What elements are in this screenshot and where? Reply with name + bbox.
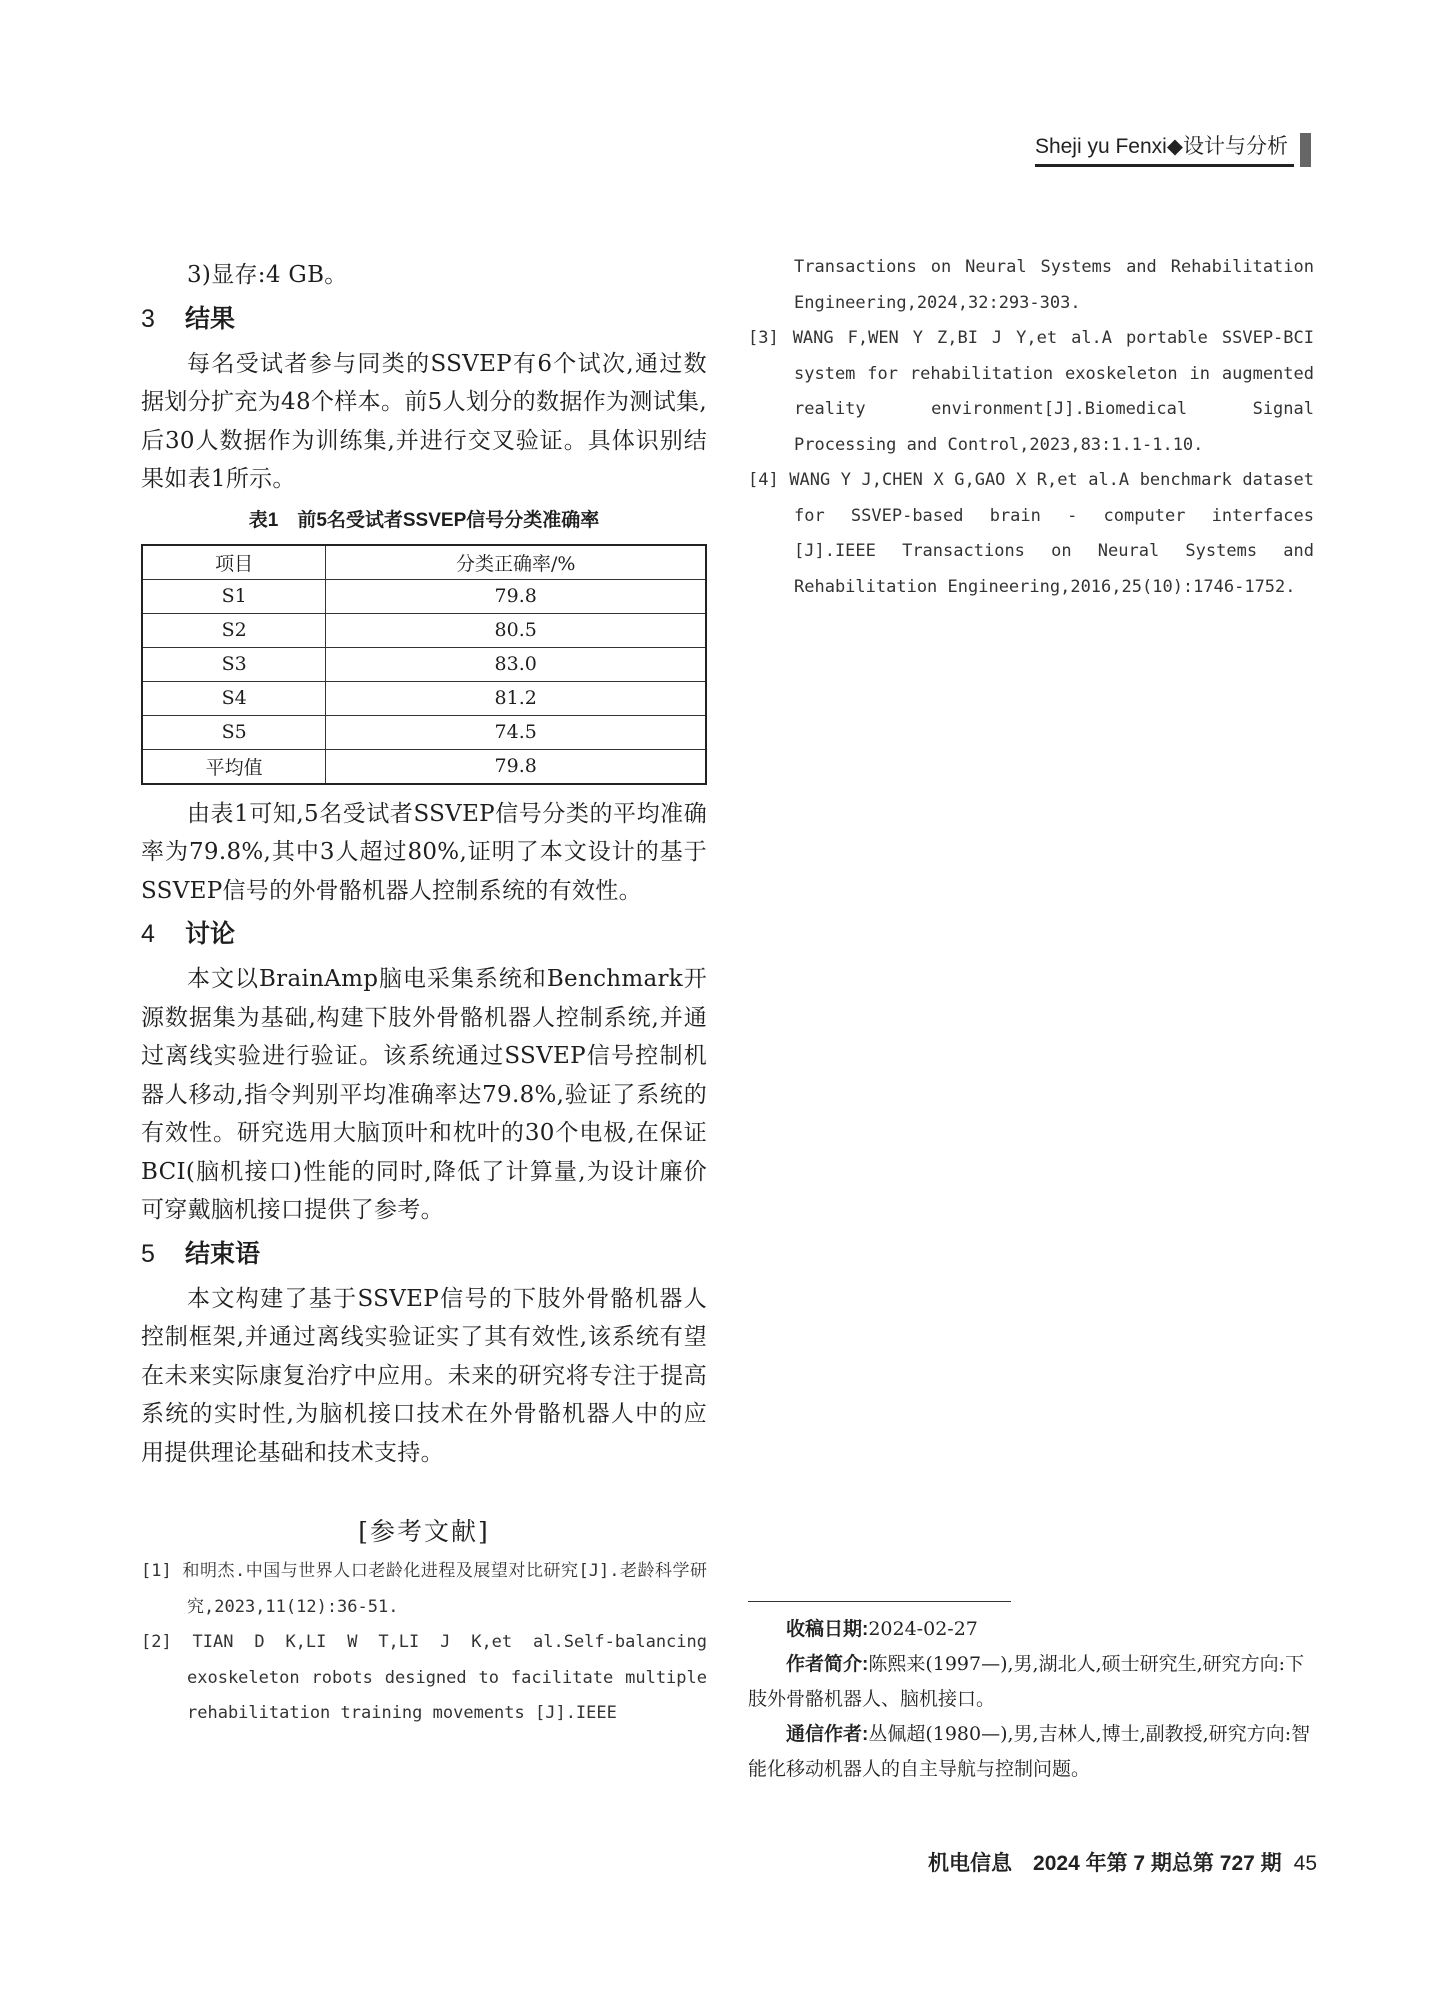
running-header [1035,131,1311,169]
table-cell: 79.8 [326,749,706,784]
received-label: 收稿日期: [786,1619,869,1640]
page-number: 45 [1293,1852,1317,1875]
table-cell: 83.0 [326,647,706,681]
table-cell: S4 [142,681,326,715]
header-text [1035,134,1294,167]
section-3-number: 3 [141,304,155,333]
reference-2: [2] TIAN D K,LI W T,LI J K,et al.Self-balancing exoskeleton robots designed to facilitate multiple rehabilitation training movements [J].IEEE [141,1632,707,1723]
header-journal-pinyin: Sheji yu Fenxi [1034,134,1167,158]
section-4-paragraph: 本文以BrainAmp脑电采集系统和Benchmark开源数据集为基础,构建下肢外骨骼机器人控制系统,并通过离线实验进行验证。该系统通过SSVEP信号控制机器人移动,指令判别平均准确率达79.8%,验证了系统的有效性。研究选用大脑顶叶和枕叶的30个电极,在保证BCI(脑机接口)性能的同时,降低了计算量,为设计廉价可穿戴脑机接口提供了参考。 [141,966,707,1223]
corresponding-value: 丛佩超(1980—),男,吉林人,博士,副教授,研究方向:智能化移动机器人的自主导航与控制问题。 [748,1723,1311,1780]
table-cell: S5 [142,715,326,749]
author-value: 陈熙来(1997—),男,湖北人,硕士研究生,研究方向:下肢外骨骼机器人、脑机接口。 [748,1653,1305,1710]
footer-journal-issue: 机电信息 2024 年第 7 期总第 727 期 [928,1852,1282,1875]
left-column [141,256,707,1732]
table-row [142,613,706,647]
footnote-block [748,1612,1314,1787]
table-header-accuracy: 分类正确率/% [326,545,706,580]
reference-2-continued: Transactions on Neural Systems and Rehabilitation Engineering,2024,32:293-303. [794,257,1314,313]
table-row [142,579,706,613]
section-3-title: 结果 [185,304,236,333]
section-3-heading [141,297,707,341]
section-5-title: 结束语 [185,1239,261,1268]
footnote-divider [748,1601,1011,1602]
table-cell: 74.5 [326,715,706,749]
received-value: 2024-02-27 [868,1618,978,1640]
reference-1: [1] 和明杰.中国与世界人口老龄化进程及展望对比研究[J].老龄科学研究,2023,11(12):36-51. [141,1561,707,1617]
table-cell: 79.8 [326,579,706,613]
corresponding-label: 通信作者: [786,1724,869,1745]
table-cell: S1 [142,579,326,613]
received-date [748,1612,1314,1647]
item-3-paragraph: 3)显存:4 GB。 [187,262,348,288]
table-header-item: 项目 [142,545,326,580]
section-4-number: 4 [141,920,155,948]
section-4-title: 讨论 [185,920,236,948]
header-section-title: 设计与分析 [1183,134,1288,158]
section-3-paragraph-1: 每名受试者参与同类的SSVEP有6个试次,通过数据划分扩充为48个样本。前5人划分的数据作为测试集,后30人数据作为训练集,并进行交叉验证。具体识别结果如表1所示。 [141,350,707,492]
table-row [142,715,706,749]
reference-4: [4] WANG Y J,CHEN X G,GAO X R,et al.A benchmark dataset for SSVEP-based brain - computer interfaces [J].IEEE Transactions on Neural Systems and Rehabilitation Engineering,2016,25(10):1746-1752. [748,470,1314,597]
table-cell: 81.2 [326,681,706,715]
table-header-row [142,545,706,580]
right-column [748,256,1314,605]
table-cell: 平均值 [142,749,326,784]
section-4-heading [141,912,707,956]
author-label: 作者简介: [786,1654,869,1675]
page-footer [928,1847,1317,1877]
table-caption: 表1 前5名受试者SSVEP信号分类准确率 [248,509,600,531]
table-row [142,647,706,681]
section-5-number: 5 [141,1239,155,1268]
table-cell: 80.5 [326,613,706,647]
references-heading: [参考文献] [358,1517,490,1546]
results-table [141,544,707,785]
reference-3: [3] WANG F,WEN Y Z,BI J Y,et al.A portable SSVEP-BCI system for rehabilitation exoskeleton in augmented reality environment[J].Biomedical Signal Processing and Control,2023,83:1.1-1.10. [748,328,1314,455]
corresponding-author [748,1717,1314,1787]
section-5-heading [141,1232,707,1276]
table-row [142,681,706,715]
section-3-paragraph-2: 由表1可知,5名受试者SSVEP信号分类的平均准确率为79.8%,其中3人超过80%,证明了本文设计的基于SSVEP信号的外骨骼机器人控制系统的有效性。 [141,800,707,904]
section-5-paragraph: 本文构建了基于SSVEP信号的下肢外骨骼机器人控制框架,并通过离线实验证实了其有效性,该系统有望在未来实际康复治疗中应用。未来的研究将专注于提高系统的实时性,为脑机接口技术在外骨骼机器人中的应用提供理论基础和技术支持。 [141,1285,707,1466]
table-row [142,749,706,784]
header-bar [1300,133,1311,167]
table-cell: S3 [142,647,326,681]
header-diamond: ◆ [1166,134,1183,158]
table-cell: S2 [142,613,326,647]
author-bio [748,1647,1314,1717]
